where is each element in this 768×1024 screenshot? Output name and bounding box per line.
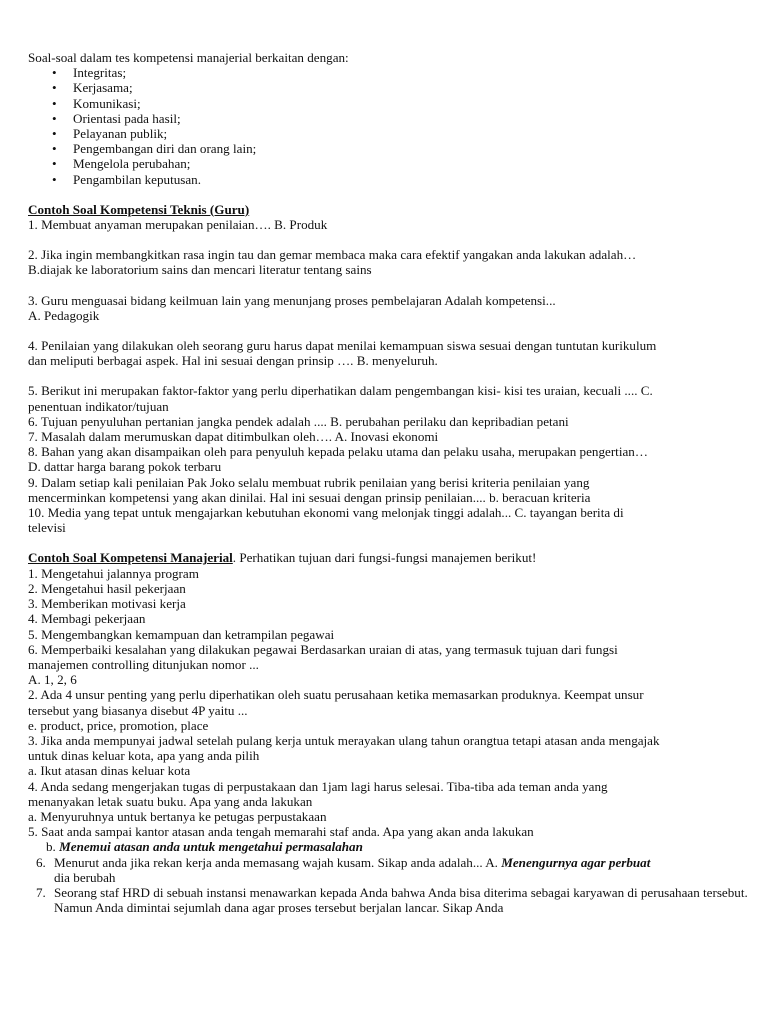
list-item: 2. Mengetahui hasil pekerjaan [28,580,186,596]
list-item: • Orientasi pada hasil; [28,111,748,126]
list-item: 5. Mengembangkan kemampuan dan ketrampilan pegawai [28,626,335,642]
list-item: • Mengelola perubahan; [28,156,748,171]
list-item: • Komunikasi; [28,96,748,111]
question-text: Seorang staf HRD di sebuah instansi menawarkan kepada Anda bahwa Anda bisa diterima sebagai karyawan di perusahaan tersebut. Namun Anda dimintai sejumlah dana agar proses tersebut berjalan lancar. Sikap Anda [54,884,748,916]
question-line: 9. Dalam setiap kali penilaian Pak Joko selalu membuat rubrik penilaian yang berisi kriteria penilaian yang [28,474,590,490]
question-line: manajemen controlling ditunjukan nomor ... [28,656,259,672]
answer-line: B.diajak ke laboratorium sains dan mencari literatur tentang sains [28,262,372,278]
numbered-question-7 [28,885,748,915]
section-heading-manajerial: Contoh Soal Kompetensi Manajerial [28,550,233,566]
question-line: untuk dinas keluar kota, apa yang anda pilih [28,748,260,764]
question-line: televisi [28,520,66,536]
answer-line [28,839,748,854]
list-item: 4. Membagi pekerjaan [28,611,146,627]
numbered-question-6 [28,855,748,885]
intro-text: Soal-soal dalam tes kompetensi manajerial berkaitan dengan: [28,50,349,65]
question-line: 10. Media yang tepat untuk mengajarkan kebutuhan ekonomi vang melonjak tinggi adalah... C. tayangan berita di [28,505,624,521]
list-item: • Pengembangan diri dan orang lain; [28,141,748,156]
question-line: 3. Jika anda mempunyai jadwal setelah pulang kerja untuk merayakan ulang tahun orangtua tetapi atasan anda mengajak [28,732,660,748]
question-line: 7. Masalah dalam merumuskan dapat ditimbulkan oleh…. A. Inovasi ekonomi [28,429,439,445]
answer-label: b. [46,839,56,855]
question-line: 5. Saat anda sampai kantor atasan anda tengah memarahi staf anda. Apa yang akan anda lakukan [28,824,534,840]
answer-line: A. 1, 2, 6 [28,672,77,688]
question-line: 8. Bahan yang akan disampaikan oleh para penyuluh kepada pelaku utama dan pelaku usaha, merupakan pengertian… [28,444,648,460]
question-line: 6. Tujuan penyuluhan pertanian jangka pendek adalah .... B. perubahan perilaku dan kepribadian petani [28,413,569,429]
question-line: tersebut yang biasanya disebut 4P yaitu ... [28,702,248,718]
question-text-cont: dia berubah [54,869,116,885]
question-number: 6. [36,854,46,870]
question-line: 4. Anda sedang mengerjakan tugas di perpustakaan dan 1jam lagi harus selesai. Tiba-tiba ada teman anda yang [28,778,608,794]
list-item: 3. Memberikan motivasi kerja [28,596,186,612]
answer-line: e. product, price, promotion, place [28,717,209,733]
question-line: 4. Penilaian yang dilakukan oleh seorang guru harus dapat menilai kemampuan siswa sesuai dengan tuntutan kurikulum [28,338,657,354]
list-item: • Kerjasama; [28,80,748,95]
question-line: 2. Ada 4 unsur penting yang perlu diperhatikan oleh suatu perusahaan ketika memasarkan produknya. Keempat unsur [28,687,644,703]
question-line: 3. Guru menguasai bidang keilmuan lain yang menunjang proses pembelajaran Adalah kompetensi... [28,292,556,308]
answer-line: A. Pedagogik [28,307,100,323]
question-line: 6. Memperbaiki kesalahan yang dilakukan pegawai Berdasarkan uraian di atas, yang termasuk tujuan dari fungsi [28,641,618,657]
question-line: 5. Berikut ini merupakan faktor-faktor yang perlu diperhatikan dalam pengembangan kisi- kisi tes uraian, kecuali .... C. [28,383,653,399]
section-heading-teknis: Contoh Soal Kompetensi Teknis (Guru) [28,201,250,217]
list-item: • Pengambilan keputusan. [28,172,748,187]
question-line: mencerminkan kompetensi yang akan dinilai. Hal ini sesuai dengan prinsip penilaian.... b. beracuan kriteria [28,489,591,505]
question-line: dan meliputi berbagai aspek. Hal ini sesuai dengan prinsip …. B. menyeluruh. [28,353,438,369]
list-item: • Pelayanan publik; [28,126,748,141]
answer-line: a. Menyuruhnya untuk bertanya ke petugas perpustakaan [28,808,327,824]
question-line: menanyakan letak suatu buku. Apa yang anda lakukan [28,793,313,809]
question-line: 2. Jika ingin membangkitkan rasa ingin tau dan gemar membaca maka cara efektif yangakan anda lakukan adalah… [28,247,637,263]
list-item: 1. Mengetahui jalannya program [28,565,199,581]
competency-list [28,65,748,187]
answer-line: D. dattar harga barang pokok terbaru [28,459,222,475]
question-line: 1. Membuat anyaman merupakan penilaian…. B. Produk [28,217,328,233]
question-text: Menurut anda jika rekan kerja anda memasang wajah kusam. Sikap anda adalah... A. [54,854,502,870]
list-item: • Integritas; [28,65,748,80]
question-number: 7. [36,884,46,900]
answer-line: a. Ikut atasan dinas keluar kota [28,763,191,779]
section-heading-rest: . Perhatikan tujuan dari fungsi-fungsi manajemen berikut! [232,550,537,566]
answer-text: Menengurnya agar perbuat [501,854,651,870]
answer-text: Menemui atasan anda untuk mengetahui permasalahan [59,839,363,855]
question-line: penentuan indikator/tujuan [28,398,169,414]
section-heading-manajerial-line [28,550,748,565]
